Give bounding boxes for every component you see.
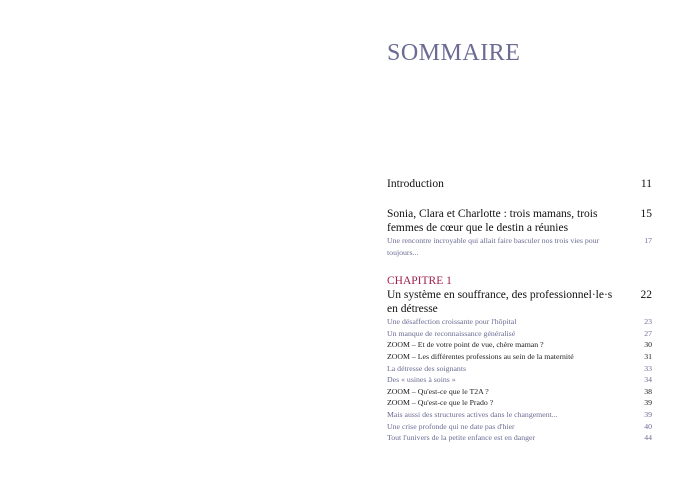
toc-entry-text: Une crise profonde qui ne date pas d'hier (387, 421, 515, 431)
toc-entry-page: 40 (644, 421, 652, 431)
toc-entry-introduction[interactable] (387, 177, 652, 191)
toc-entry-page: 22 (640, 289, 652, 302)
toc-entry-page: 31 (644, 351, 652, 361)
toc-entry-text: ZOOM – Qu'est-ce que le Prado ? (387, 398, 494, 408)
toc-entry-text: Tout l'univers de la petite enfance est en danger (387, 433, 536, 443)
toc-entry-text: La détresse des soignants (387, 363, 467, 373)
toc-entry-text: ZOOM – Et de votre point de vue, chère maman ? (387, 340, 544, 350)
toc-item[interactable] (387, 409, 652, 421)
chapter-label: CHAPITRE 1 (387, 275, 452, 288)
toc-entry-page: 11 (640, 178, 652, 190)
toc-entry-page: 33 (644, 363, 652, 373)
toc-item[interactable] (387, 339, 652, 351)
toc-entry-page: 39 (644, 398, 652, 408)
toc-entry-text: Des « usines à soins » (387, 375, 456, 385)
toc-item[interactable] (387, 328, 652, 340)
toc-entry-page: 23 (644, 317, 652, 327)
table-of-contents (387, 177, 652, 444)
toc-entry-text: Un manque de reconnaissance généralisé (387, 328, 516, 338)
toc-entry-page: 17 (644, 236, 652, 245)
toc-entry-text: Mais aussi des structures actives dans le changement... (387, 409, 558, 419)
toc-entry-page: 44 (644, 433, 652, 443)
toc-item[interactable] (387, 397, 652, 409)
toc-entry-text: Sonia, Clara et Charlotte : trois mamans, trois femmes de cœur que le destin a réunies (387, 208, 598, 234)
toc-entry-text: ZOOM – Qu'est-ce que le T2A ? (387, 386, 489, 396)
toc-item[interactable] (387, 374, 652, 386)
toc-entry-page: 30 (644, 340, 652, 350)
toc-entry-text: Une désaffection croissante pour l'hôpital (387, 317, 517, 327)
toc-entry-sonia[interactable] (387, 207, 652, 235)
toc-item[interactable] (387, 363, 652, 375)
toc-item[interactable] (387, 316, 652, 328)
toc-chapter-title[interactable] (387, 288, 652, 316)
chapter-items (387, 316, 652, 444)
toc-item[interactable] (387, 351, 652, 363)
toc-entry-rencontre[interactable] (387, 235, 652, 258)
toc-entry-text: ZOOM – Les différentes professions au sein de la maternité (387, 351, 574, 361)
toc-entry-text: Un système en souffrance, des professionnel·le·s en détresse (387, 289, 613, 316)
toc-item[interactable] (387, 421, 652, 433)
toc-entry-text: Une rencontre incroyable qui allait faire basculer nos trois vies pour toujours... (387, 236, 600, 257)
page-title: SOMMAIRE (387, 40, 521, 66)
toc-item[interactable] (387, 386, 652, 398)
toc-entry-page: 15 (640, 208, 652, 220)
toc-entry-page: 34 (644, 375, 652, 385)
toc-entry-page: 27 (644, 328, 652, 338)
toc-entry-text: Introduction (387, 178, 444, 190)
toc-entry-page: 38 (644, 386, 652, 396)
toc-item[interactable] (387, 432, 652, 444)
toc-entry-page: 39 (644, 409, 652, 419)
